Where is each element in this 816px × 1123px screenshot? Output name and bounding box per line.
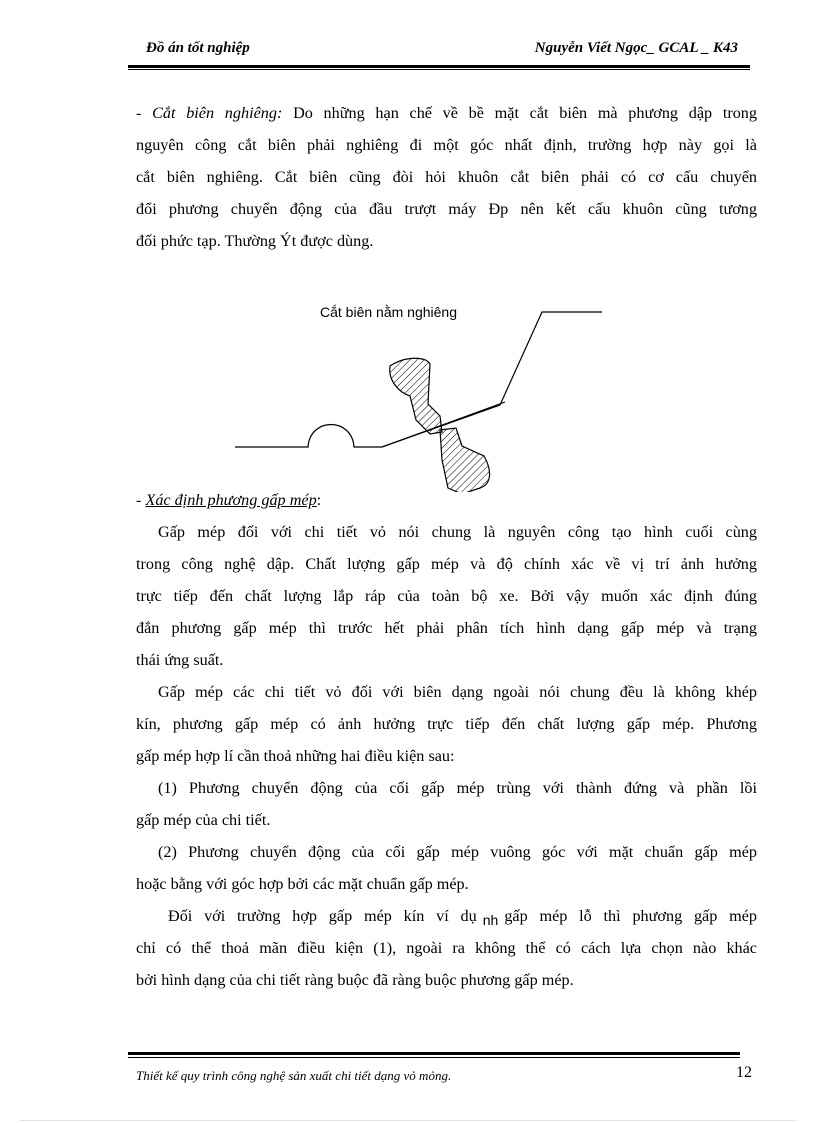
paragraph-line: thái ứng suất. bbox=[136, 651, 224, 669]
paragraph-line: Gấp mép đối với chi tiết vỏ nói chung là nguyên công tạo hình cuối cùng bbox=[158, 523, 757, 541]
paragraph-line: Đối với trường hợp gấp mép kín ví dụ nh gấp mép lỗ thì phương gấp mép bbox=[168, 907, 758, 928]
lower-blade bbox=[440, 428, 490, 492]
header-rule-thin bbox=[128, 69, 750, 70]
header-rule bbox=[128, 65, 750, 68]
footer-rule-thin bbox=[128, 1057, 740, 1058]
paragraph-line: đổi phương chuyển động của đầu trượt máy Đp nên kết cấu khuôn cũng tương bbox=[136, 200, 757, 218]
footer-title: Thiết kế quy trình công nghệ sản xuất chi tiết dạng vỏ mỏng. bbox=[136, 1068, 452, 1083]
paragraph-line: gấp mép hợp lí cần thoả những hai điều kiện sau: bbox=[136, 747, 455, 765]
figure-label: Cắt biên nằm nghiêng bbox=[320, 304, 457, 320]
condition-2-line: hoặc bằng với góc hợp bởi các mặt chuẩn gấp mép. bbox=[136, 875, 469, 893]
condition-1-line: gấp mép của chi tiết. bbox=[136, 811, 271, 829]
header-title: Đồ án tốt nghiệp bbox=[146, 40, 250, 56]
paragraph-line: nguyên công cắt biên phải nghiêng đi một góc nhất định, trường hợp này gọi là bbox=[136, 136, 757, 154]
page-number: 12 bbox=[736, 1064, 752, 1081]
section-cat-bien-nghieng bbox=[136, 97, 757, 257]
paragraph-line: Gấp mép các chi tiết vỏ đối với biên dạng ngoài nói chung đều là không khép bbox=[158, 683, 757, 701]
paragraph-line: trong công nghệ dập. Chất lượng gấp mép và độ chính xác về vị trí ảnh hưởng bbox=[136, 555, 757, 573]
page-bottom-border bbox=[20, 1120, 796, 1121]
condition-1-line: (1) Phương chuyển động của cối gấp mép trùng với thành đứng và phần lồi bbox=[158, 779, 757, 797]
paragraph-line: chỉ có thể thoả mãn điều kiện (1), ngoài ra không thể có cách lựa chọn nào khác bbox=[136, 939, 757, 957]
inline-note: nh bbox=[482, 912, 499, 928]
header-author: Nguyễn Viết Ngọc_ GCAL _ K43 bbox=[534, 40, 738, 56]
cut-diagram-svg bbox=[230, 292, 610, 492]
figure-cat-bien bbox=[230, 292, 610, 492]
footer-rule bbox=[128, 1052, 740, 1055]
section-label: Xác định phương gấp mép bbox=[145, 491, 317, 509]
paragraph-line: cắt biên nghiêng. Cắt biên cũng đòi hỏi khuôn cắt biên phải có cơ cấu chuyển bbox=[136, 168, 757, 186]
upper-blade bbox=[390, 358, 442, 434]
condition-2-line: (2) Phương chuyển động của cối gấp mép vuông góc với mặt chuẩn gấp mép bbox=[158, 843, 757, 861]
page-header bbox=[136, 38, 742, 62]
paragraph-line: bởi hình dạng của chi tiết ràng buộc đã ràng buộc phương gấp mép. bbox=[136, 971, 574, 989]
section-heading: - Xác định phương gấp mép: bbox=[136, 491, 322, 509]
paragraph-line: đối phức tạp. Thường Ýt được dùng. bbox=[136, 232, 374, 250]
paragraph-line: đắn phương gấp mép thì trước hết phải phân tích hình dạng gấp mép và trạng bbox=[136, 619, 757, 637]
section-label: - Cắt biên nghiêng: bbox=[136, 104, 283, 122]
paragraph-line: kín, phương gấp mép có ảnh hưởng trực tiếp đến chất lượng gấp mép. Phương bbox=[136, 715, 757, 733]
paragraph-line: - Cắt biên nghiêng: Do những hạn chế về bề mặt cắt biên mà phương dập trong bbox=[136, 104, 757, 122]
paragraph-line: trực tiếp đến chất lượng lắp ráp của toàn bộ xe. Bởi vậy muốn xác định đúng bbox=[136, 587, 757, 605]
section-xac-dinh-phuong-gap-mep bbox=[136, 484, 757, 996]
